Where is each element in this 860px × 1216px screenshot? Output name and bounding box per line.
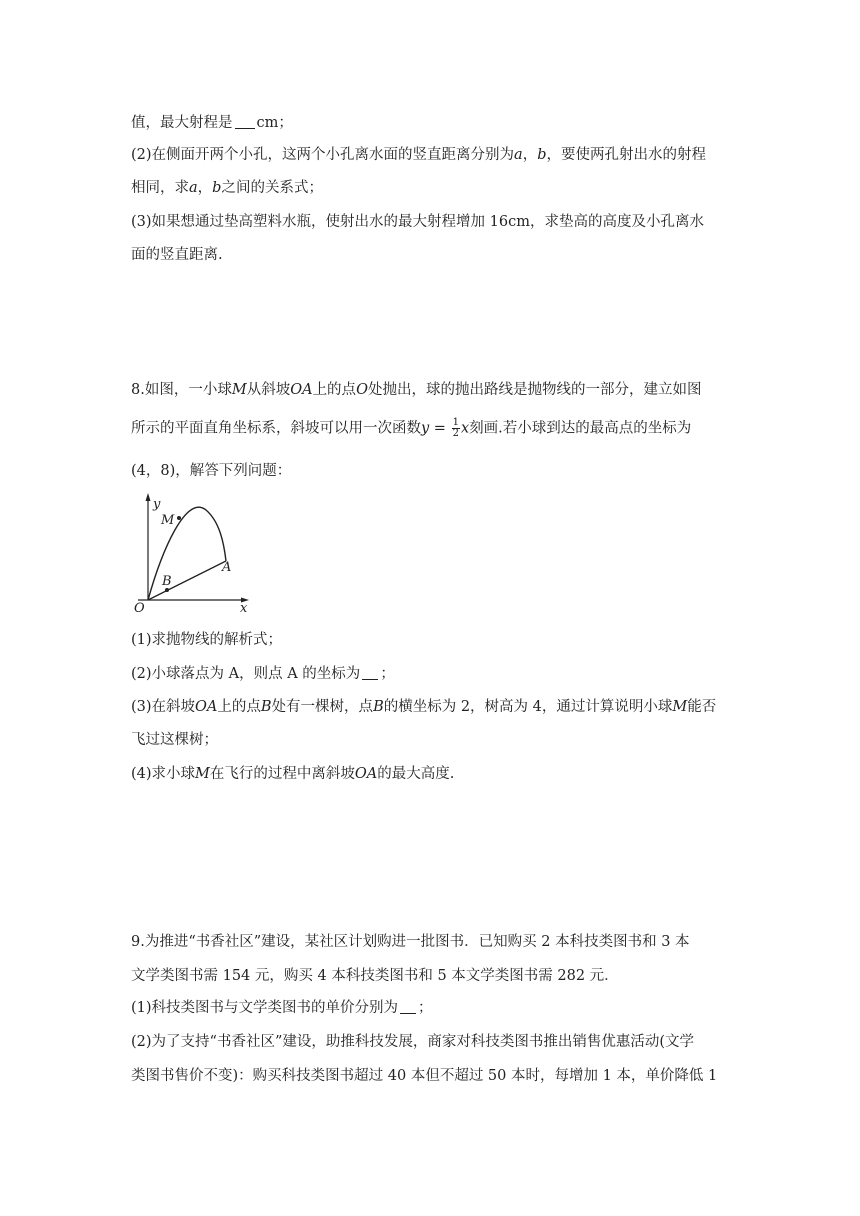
slope-line-oa <box>148 561 226 600</box>
q8-sub2: (2)小球落点为 A，则点 A 的坐标为 ； <box>131 666 395 682</box>
q8-sub4: (4)求小球M在飞行的过程中离斜坡OA的最大高度. <box>131 766 455 782</box>
q9-sub2-line1: (2)为了支持“书香社区”建设，助推科技发展，商家对科技类图书推出销售优惠活动(文学 <box>131 1034 695 1050</box>
label-x: x <box>240 601 248 616</box>
q7-part3-line2: 面的竖直距离. <box>131 247 223 263</box>
label-y: y <box>153 497 161 512</box>
q8-stem-line2: 所示的平面直角坐标系，斜坡可以用一次函数y = $\frac{1}{2}$ x刻画.若小球到达的最高点的坐标为 <box>131 417 692 439</box>
q8-sub1: (1)求抛物线的解析式； <box>131 632 283 648</box>
q9-stem-line1: 9.为推进“书香社区”建设，某社区计划购进一批图书．已知购买 2 本科技类图书和 3 本 <box>131 934 690 950</box>
q8-sub3-line1: (3)在斜坡OA上的点B处有一棵树，点B的横坐标为 2，树高为 4，通过计算说明小球M能否 <box>131 699 717 715</box>
answer-blank <box>362 665 378 680</box>
y-axis-arrow-icon <box>146 493 151 501</box>
q7-part2-line2: 相同，求a，b之间的关系式； <box>131 180 323 196</box>
label-b: B <box>162 574 172 589</box>
q7-part3-line1: (3)如果想通过垫高塑料水瓶，使射出水的最大射程增加 16cm，求垫高的高度及小孔离水 <box>131 214 704 230</box>
q7-text-line: 值，最大射程是 cm； <box>131 115 293 131</box>
fraction-one-half: $\frac{1}{2}$ <box>452 417 459 439</box>
label-m: M <box>161 513 175 528</box>
answer-blank <box>235 114 255 129</box>
q8-stem-line3: (4，8)，解答下列问题： <box>131 463 292 479</box>
parabola-figure <box>126 488 256 616</box>
parabola-curve <box>148 507 226 600</box>
point-m <box>177 516 181 520</box>
q9-stem-line2: 文学类图书需 154 元，购买 4 本科技类图书和 5 本文学类图书需 282 元． <box>131 968 619 984</box>
q9-sub2-line2: 类图书售价不变)：购买科技类图书超过 40 本但不超过 50 本时，每增加 1 本，单价降低 1 <box>131 1068 718 1084</box>
q8-stem-line1: 8.如图，一小球M从斜坡OA上的点O处抛出，球的抛出路线是抛物线的一部分，建立如图 <box>131 382 702 398</box>
q7-part2-line1: (2)在侧面开两个小孔，这两个小孔离水面的竖直距离分别为a，b，要使两孔射出水的射程 <box>131 147 706 163</box>
q9-sub1: (1)科技类图书与文学类图书的单价分别为 ； <box>131 1000 433 1016</box>
label-a: A <box>222 560 232 575</box>
answer-blank <box>400 999 416 1014</box>
label-o: O <box>134 601 145 616</box>
q8-sub3-line2: 飞过这棵树； <box>131 732 218 748</box>
